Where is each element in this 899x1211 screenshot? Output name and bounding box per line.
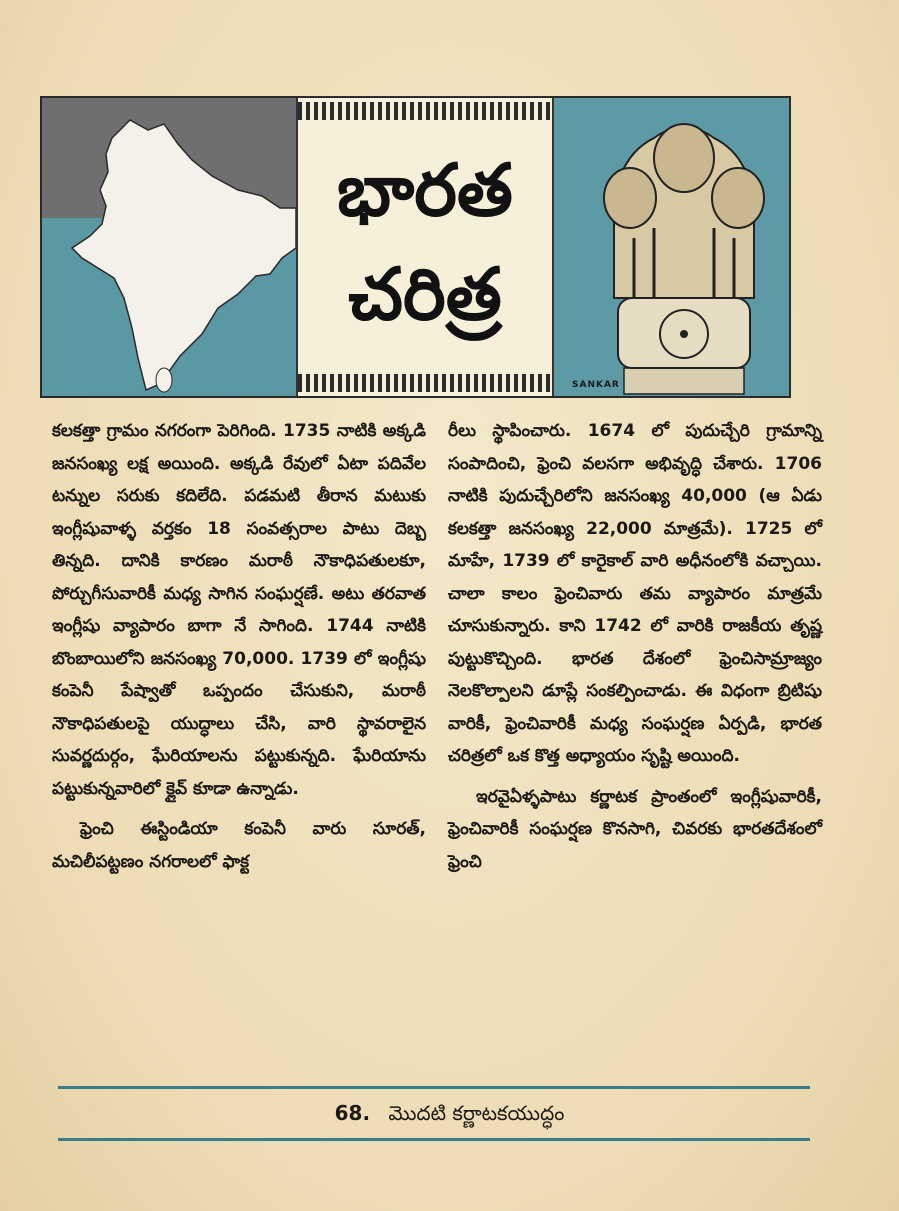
india-map-illustration — [42, 98, 296, 396]
left-column — [52, 415, 426, 975]
footer-rule-top — [58, 1086, 810, 1089]
artist-signature: SANKAR — [572, 380, 620, 390]
book-title — [298, 138, 552, 346]
left-paragraph-2: ఫ్రెంచి ఈస్టిండియా కంపెనీ వారు సూరత్, మచిలీపట్టణం నగరాలలో ఫాక్ట — [52, 819, 426, 872]
lion-capital-icon — [554, 98, 783, 396]
footer-rule-bottom — [58, 1138, 810, 1141]
right-column — [448, 415, 822, 975]
left-paragraph-1: కలకత్తా గ్రామం నగరంగా పెరిగింది. 1735 నాటికి అక్కడి జనసంఖ్య లక్ష అయింది. అక్కడి రేవులో ఏటా పదివేల టన్నుల సరుకు కదిలేది. పడమటి తీరాన మటుకు ఇంగ్లీషువాళ్ళ వర్తకం 18 సంవత్సరాల పాటు దెబ్బ తిన్నది. దానికి కారణం మరాఠీ నౌకాధిపతులకూ, పోర్చుగీసువారికీ మధ్య సాగిన సంఘర్షణే. అటు తరవాత ఇంగ్లీషు వ్యాపారం బాగా నే సాగింది. 1744 నాటికి బొంబాయిలోని జనసంఖ్య 70,000. 1739 లో ఇంగ్లీషు కంపెనీ పేష్వాతో ఒప్పందం చేసుకుని, మరాఠీ నౌకాధిపతులపై యుద్ధాలు చేసి, వారి స్థావరాలైన సువర్ణదుర్గం, ఘేరియాలను పట్టుకున్నది. ఘేరియాను పట్టుకున్నవారిలో క్లైవ్ కూడా ఉన్నాడు. — [52, 421, 426, 799]
right-paragraph-1: రీలు స్థాపించారు. 1674 లో పుదుచ్చేరి గ్రామాన్ని సంపాదించి, ఫ్రెంచి వలసగా అభివృద్ధి చేశారు. 1706 నాటికి పుదుచ్చేరిలోని జనసంఖ్య 40,000 (ఆ ఏడు కలకత్తా జనసంఖ్య 22,000 మాత్రమే). 1725 లో మాహే, 1739 లో కారైకాల్ వారి అధీనంలోకి వచ్చాయి. చాలా కాలం ఫ్రెంచివారు తమ వ్యాపారం మాత్రమే చూసుకున్నారు. కాని 1742 లో వారికి రాజకీయ తృష్ణ పుట్టుకొచ్చింది. భారత దేశంలో ఫ్రెంచిసామ్రాజ్యం నెలకొల్పాలని డూప్లే సంకల్పించాడు. ఈ విధంగా బ్రిటిషు వారికీ, ఫ్రెంచివారికీ మధ్య సంఘర్షణ ఏర్పడి, భారత చరిత్రలో ఒక కొత్త అధ్యాయం సృష్టి అయింది. — [448, 421, 822, 766]
right-paragraph-2: ఇరవైఏళ్ళపాటు కర్ణాటక ప్రాంతంలో ఇంగ్లీషువారికీ, ఫ్రెంచివారికీ సంఘర్షణ కొనసాగి, చివరకు భారతదేశంలో ఫ్రెంచి — [448, 786, 822, 872]
decorative-border-top — [298, 102, 552, 120]
book-title-line1: భారత — [337, 147, 513, 232]
page-number: 68. — [334, 1101, 371, 1125]
lion-capital-emblem — [554, 98, 789, 396]
book-title-line2: చరిత్ర — [348, 251, 502, 336]
footer-caption — [0, 1097, 899, 1129]
india-map-icon — [42, 98, 296, 396]
decorative-border-bottom — [298, 374, 552, 392]
title-panel — [296, 98, 554, 396]
header-banner — [40, 96, 791, 398]
chapter-caption: మొదటి కర్ణాటకయుద్ధం — [388, 1101, 565, 1125]
body-text — [52, 415, 822, 975]
